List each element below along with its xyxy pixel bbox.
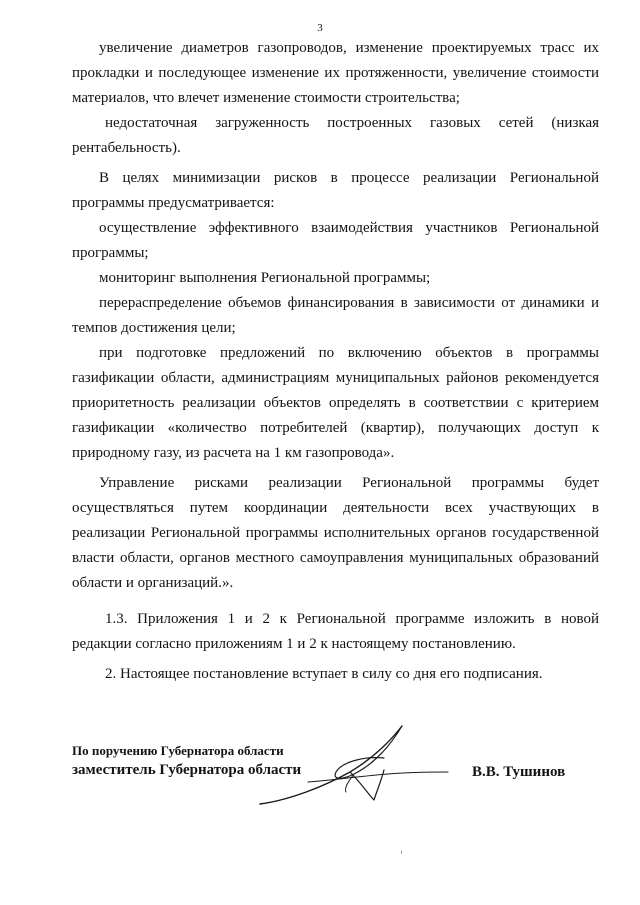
handwritten-signature <box>250 718 450 818</box>
paragraph-participant-interaction: осуществление эффективного взаимодействия участников Региональной программы; <box>72 220 599 261</box>
scan-speck <box>401 851 402 854</box>
paragraph-funding-redistribution: перераспределение объемов финансирования в зависимости от динамики и темпов достижения цели; <box>72 295 599 336</box>
paragraph-monitoring: мониторинг выполнения Региональной программы; <box>99 270 431 286</box>
paragraph-risk-pipe-diameter: увеличение диаметров газопроводов, изменение проектируемых трасс их прокладки и последующее изменение их протяженности, увеличение стоимости материалов, что влечет изменение стоимости строительства; <box>72 40 599 106</box>
document-body <box>72 36 599 687</box>
paragraph-risk-mitigation-intro: В целях минимизации рисков в процессе реализации Региональной программы предусматривается: <box>72 170 599 211</box>
page-number: 3 <box>317 22 323 34</box>
signature-position-line: заместитель Губернатора области <box>72 762 302 778</box>
paragraph-risk-management: Управление рисками реализации Региональной программы будет осуществляться путем координации деятельности всех участвующих в реализации Региональной программы исполнительных органов государственной власти области, органов местного самоуправления муниципальных образований области и организаций.». <box>72 475 599 591</box>
paragraph-clause-1-3: 1.3. Приложения 1 и 2 к Региональной программе изложить в новой редакции согласно приложениям 1 и 2 к настоящему постановлению. <box>72 611 599 652</box>
paragraph-clause-2: 2. Настоящее постановление вступает в силу со дня его подписания. <box>105 666 543 682</box>
paragraph-risk-network-load: недостаточная загруженность построенных газовых сетей (низкая рентабельность). <box>72 115 599 156</box>
signatory-name: В.В. Тушинов <box>472 764 566 780</box>
signature-by-order-line: По поручению Губернатора области <box>72 743 284 758</box>
paragraph-gasification-criterion: при подготовке предложений по включению объектов в программы газификации области, администрациям муниципальных районов рекомендуется приоритетность реализации объектов определять в соответствии с критерием газификации «количество потребителей (квартир), получающих доступ к природному газу, из расчета на 1 км газопровода». <box>72 345 599 461</box>
